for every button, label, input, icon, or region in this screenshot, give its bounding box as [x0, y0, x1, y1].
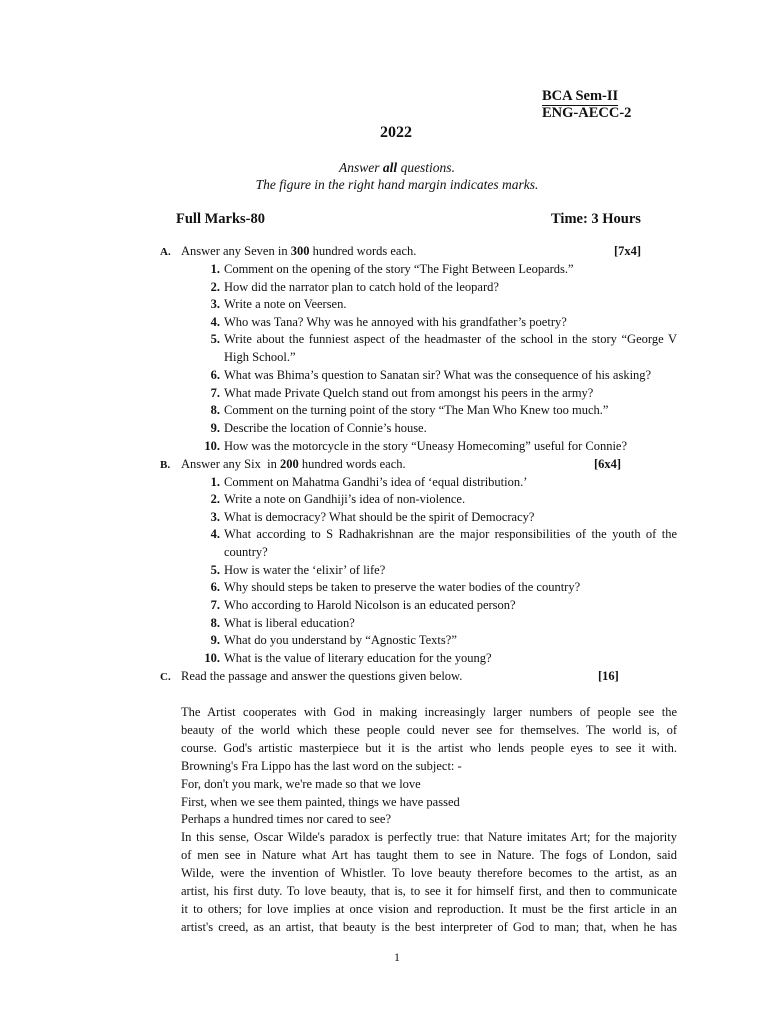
question-text: How did the narrator plan to catch hold of the leopard? [224, 280, 499, 294]
question-item [201, 579, 677, 597]
question-number: 2. [210, 492, 220, 506]
section-letter: A. [160, 246, 171, 258]
question-text: What according to S Radhakrishnan are the major responsibilities of the youth of the country? [224, 527, 677, 559]
question-number: 5. [210, 332, 220, 346]
question-item [201, 632, 677, 650]
question-number: 10. [204, 651, 220, 665]
question-item [201, 509, 677, 527]
question-item [201, 491, 677, 509]
question-number: 5. [210, 563, 220, 577]
question-text: Who was Tana? Why was he annoyed with his grandfather’s poetry? [224, 315, 567, 329]
section-marks: [7x4] [614, 244, 642, 258]
passage-line: Wilde, were the invention of Whistler. To love beauty therefore becomes to the artist, as an [181, 866, 677, 881]
question-text: Write about the funniest aspect of the headmaster of the school in the story “George V High School.” [224, 332, 677, 364]
question-item [201, 402, 677, 420]
section-instruction-text: hundred words each. [309, 244, 417, 258]
question-number: 3. [210, 297, 220, 311]
poem-line: Perhaps a hundred times nor cared to see? [181, 812, 391, 827]
question-number: 2. [210, 280, 220, 294]
course-title: BCA Sem-II [542, 88, 619, 104]
paper-code: ENG-AECC-2 [542, 105, 632, 121]
question-item [201, 474, 677, 492]
question-text: What was Bhima’s question to Sanatan sir? What was the consequence of his asking? [224, 368, 652, 382]
question-number: 4. [210, 527, 220, 541]
question-text: Comment on the opening of the story “The Fight Between Leopards.” [224, 262, 574, 276]
section-letter: B. [160, 459, 171, 471]
question-number: 4. [210, 315, 220, 329]
question-number: 1. [210, 475, 220, 489]
question-text: Why should steps be taken to preserve the water bodies of the country? [224, 580, 581, 594]
word-count: 200 [279, 457, 299, 471]
question-text: What made Private Quelch stand out from amongst his peers in the army? [224, 386, 594, 400]
passage-line: In this sense, Oscar Wilde's paradox is perfectly true: that Nature imitates Art; for the majority [181, 830, 677, 845]
passage-line: beauty of the world which these people could never see for themselves. The world is, of [181, 722, 677, 737]
question-item [201, 562, 677, 580]
question-text: What do you understand by “Agnostic Texts?” [224, 633, 457, 647]
question-text: What is the value of literary education for the young? [224, 651, 492, 665]
question-text: Describe the location of Connie’s house. [224, 421, 427, 435]
question-number: 9. [210, 633, 220, 647]
question-text: Comment on the turning point of the story “The Man Who Knew too much.” [224, 403, 609, 417]
question-item [201, 526, 677, 561]
question-text: What is liberal education? [224, 616, 355, 630]
section-instruction [181, 243, 416, 261]
question-text: Who according to Harold Nicolson is an educated person? [224, 598, 516, 612]
question-number: 7. [210, 598, 220, 612]
section-marks: [16] [598, 669, 619, 683]
question-number: 6. [210, 368, 220, 382]
full-marks: Full Marks-80 [176, 211, 266, 227]
section-letter: C. [160, 671, 171, 683]
question-number: 8. [210, 403, 220, 417]
poem-line: For, don't you mark, we're made so that we love [181, 776, 421, 791]
poem-line: First, when we see them painted, things we have passed [181, 794, 460, 809]
question-number: 7. [210, 386, 220, 400]
passage-line: Browning's Fra Lippo has the last word on the subject: - [181, 758, 462, 773]
page-number: 1 [394, 950, 400, 964]
exam-time: Time: 3 Hours [551, 211, 641, 227]
question-number: 6. [210, 580, 220, 594]
section-instruction-text: Answer any Six in [181, 457, 280, 471]
question-item [201, 296, 677, 314]
question-number: 3. [210, 510, 220, 524]
question-number: 10. [204, 439, 220, 453]
section-instruction-text: hundred words each. [298, 457, 406, 471]
reading-passage [181, 704, 677, 937]
question-item [201, 615, 677, 633]
question-text: How is water the ‘elixir’ of life? [224, 563, 386, 577]
question-number: 9. [210, 421, 220, 435]
question-item [201, 261, 677, 279]
question-item [201, 314, 677, 332]
instruction-text: Answer [339, 160, 383, 175]
question-text: Comment on Mahatma Gandhi’s idea of ‘equal distribution.’ [224, 475, 528, 489]
passage-line: artist, his first duty. To love beauty, that is, to see it for himself first, and then to communicate [181, 884, 677, 899]
question-text: Write a note on Veersen. [224, 297, 347, 311]
question-text: What is democracy? What should be the spirit of Democracy? [224, 510, 535, 524]
question-text: Write a note on Gandhiji’s idea of non-violence. [224, 492, 466, 506]
section-marks: [6x4] [594, 457, 622, 471]
word-count: 300 [290, 244, 310, 258]
passage-line: The Artist cooperates with God in making increasingly larger numbers of people see the [181, 705, 677, 719]
instruction-text: questions. [397, 160, 455, 175]
passage-line: artist's creed, as an artist, that beauty is the best interpreter of God to man; that, when he has [181, 919, 677, 934]
question-item [201, 367, 677, 385]
question-text: How was the motorcycle in the story “Uneasy Homecoming” useful for Connie? [224, 439, 628, 453]
question-item [201, 385, 677, 403]
passage-line: of men see in Nature what Art has taught them to see in Nature. The fogs of London, said [181, 848, 677, 863]
section-instruction: Read the passage and answer the questions given below. [181, 669, 463, 683]
question-number: 8. [210, 616, 220, 630]
question-item [201, 420, 677, 438]
question-number: 1. [210, 262, 220, 276]
section-instruction [181, 456, 406, 474]
question-item [201, 597, 677, 615]
section-instruction-text: Answer any Seven in [181, 244, 291, 258]
passage-line: it to others; for love implies at once vision and reproduction. It must be the first article in an [181, 901, 677, 916]
question-item [201, 279, 677, 297]
question-item [201, 438, 677, 456]
instruction-emphasis: all [382, 160, 398, 175]
instruction-answer-all [0, 160, 768, 176]
exam-year: 2022 [380, 124, 412, 141]
question-item [201, 331, 677, 366]
instruction-marks-note: The figure in the right hand margin indicates marks. [255, 177, 539, 192]
question-item [201, 650, 677, 668]
passage-line: course. God's artistic masterpiece but it is the artist who lends people eyes to see it with. [181, 740, 677, 755]
